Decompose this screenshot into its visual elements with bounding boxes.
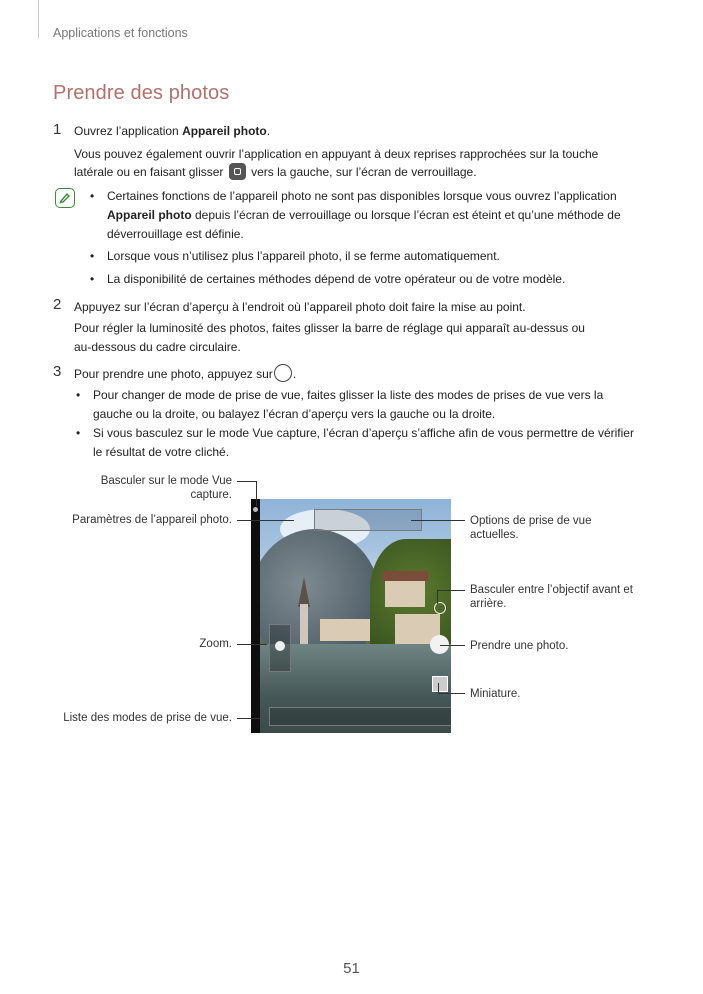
- house-shape: [385, 579, 425, 607]
- leader-line: [438, 683, 439, 693]
- step-1-text-c: .: [266, 124, 271, 138]
- roof-shape: [382, 571, 428, 581]
- note-bullet-1-line2-rest: depuis l’écran de verrouillage ou lorsque l’écran est éteint et qu’une méthode de: [191, 208, 621, 222]
- vue-capture-icon: [253, 507, 258, 512]
- step-3-bullet-1: [76, 386, 604, 424]
- bullet-mark: •: [90, 249, 95, 263]
- step-number-3: 3: [53, 363, 62, 380]
- zoom-level-icon: [275, 641, 285, 651]
- note-bullet-1-line1: Certaines fonctions de l’appareil photo ne sont pas disponibles lorsque vous ouvrez l’application: [107, 189, 617, 203]
- callout-miniature: Miniature.: [470, 688, 521, 700]
- step-1-app-name: Appareil photo: [182, 124, 267, 138]
- page-title: Prendre des photos: [53, 82, 230, 104]
- leader-line: [237, 718, 260, 719]
- note-icon: [55, 188, 75, 208]
- leader-line: [437, 590, 465, 591]
- leader-line: [237, 644, 267, 645]
- screen-edge: [251, 499, 260, 733]
- callout-options: [470, 514, 670, 542]
- step-1-para2-b: vers la gauche, sur l’écran de verrouillage.: [251, 165, 477, 179]
- callout-vue-capture-line1: Basculer sur le mode Vue: [100, 475, 232, 487]
- camera-preview-image: [251, 499, 451, 733]
- step-3-line1: [74, 364, 296, 384]
- page-number: 51: [343, 960, 360, 977]
- callout-vue-capture: [90, 474, 232, 502]
- margin-rule: [38, 0, 39, 38]
- callout-zoom: Zoom.: [199, 638, 232, 650]
- callout-prendre: Prendre une photo.: [470, 640, 569, 652]
- step-1-para2-a: latérale ou en faisant glisser: [74, 165, 224, 179]
- step-3-bullet-2-line2: le résultat de votre cliché.: [93, 445, 230, 459]
- step-1-text: [74, 122, 270, 141]
- bullet-mark: •: [76, 388, 81, 402]
- church-tower: [300, 604, 308, 644]
- bullet-mark: •: [90, 272, 95, 286]
- step-number-2: 2: [53, 296, 62, 313]
- church-spire: [298, 577, 310, 607]
- leader-line: [237, 481, 257, 482]
- leader-line: [440, 645, 465, 646]
- leader-line: [411, 520, 465, 521]
- bullet-mark: •: [76, 426, 81, 440]
- callout-parametres: Paramètres de l’appareil photo.: [72, 514, 232, 526]
- leader-line: [237, 520, 294, 521]
- step-1-text-a: Ouvrez l’application: [74, 124, 183, 138]
- callout-vue-capture-line2: capture.: [190, 489, 232, 501]
- note-bullet-2: [90, 247, 500, 266]
- step-2-line2: Pour régler la luminosité des photos, faites glisser la barre de réglage qui apparaît au-dessus ou: [74, 321, 585, 335]
- note-app-name: Appareil photo: [107, 208, 192, 222]
- shutter-icon: [274, 364, 292, 382]
- section-header: Applications et fonctions: [53, 26, 188, 40]
- step-3-bullet-2-line1: Si vous basculez sur le mode Vue capture, l’écran d’aperçu s’affiche afin de vous permettre de vérifier: [93, 426, 634, 440]
- note-bullet-3: [90, 270, 566, 289]
- callout-basculer: [470, 583, 670, 611]
- step-1-para-line1: Vous pouvez également ouvrir l’application en appuyant à deux reprises rapprochées sur la touche: [74, 147, 599, 161]
- step-3-bullet-1-line2: gauche ou la droite, ou balayez l’écran d’aperçu vers la gauche ou la droite.: [93, 407, 496, 421]
- step-number-1: 1: [53, 121, 62, 138]
- callout-options-line1: Options de prise de vue: [470, 515, 592, 527]
- leader-line: [256, 481, 257, 506]
- lock-screen-camera-icon: [229, 163, 246, 180]
- callout-options-line2: actuelles.: [470, 529, 519, 541]
- house-shape: [320, 619, 370, 641]
- callout-modes: Liste des modes de prise de vue.: [63, 712, 232, 724]
- step-2-line3: au-dessous du cadre circulaire.: [74, 340, 241, 354]
- note-bullet-1: [90, 187, 621, 244]
- leader-line: [437, 590, 438, 604]
- step-3-bullet-1-line1: Pour changer de mode de prise de vue, faites glisser la liste des modes de prises de vue vers la: [93, 388, 604, 402]
- step-3-text-b: .: [292, 367, 297, 381]
- shooting-modes-list[interactable]: [269, 707, 451, 726]
- bullet-mark: •: [90, 189, 95, 203]
- callout-basculer-line1: Basculer entre l’objectif avant et: [470, 584, 634, 596]
- note-bullet-1-line3: déverrouillage est définie.: [107, 227, 244, 241]
- shooting-options-bar[interactable]: [314, 509, 422, 531]
- step-3-bullet-2: [76, 424, 634, 462]
- step-1-para-line2: [74, 163, 477, 182]
- switch-camera-icon[interactable]: [434, 602, 446, 614]
- note-bullet-3-text: La disponibilité de certaines méthodes dépend de votre opérateur ou de votre modèle.: [107, 272, 566, 286]
- leader-line: [438, 693, 465, 694]
- callout-basculer-line2: arrière.: [470, 598, 507, 610]
- note-bullet-1-line2: [107, 206, 621, 225]
- preview-screen: [260, 499, 451, 733]
- note-bullet-2-text: Lorsque vous n’utilisez plus l’appareil photo, il se ferme automatiquement.: [107, 249, 500, 263]
- zoom-control[interactable]: [269, 624, 291, 672]
- step-2-line1: Appuyez sur l’écran d’aperçu à l’endroit où l’appareil photo doit faire la mise au point.: [74, 300, 526, 314]
- thumbnail-button[interactable]: [432, 676, 448, 692]
- step-3-text-a: Pour prendre une photo, appuyez sur: [74, 367, 273, 381]
